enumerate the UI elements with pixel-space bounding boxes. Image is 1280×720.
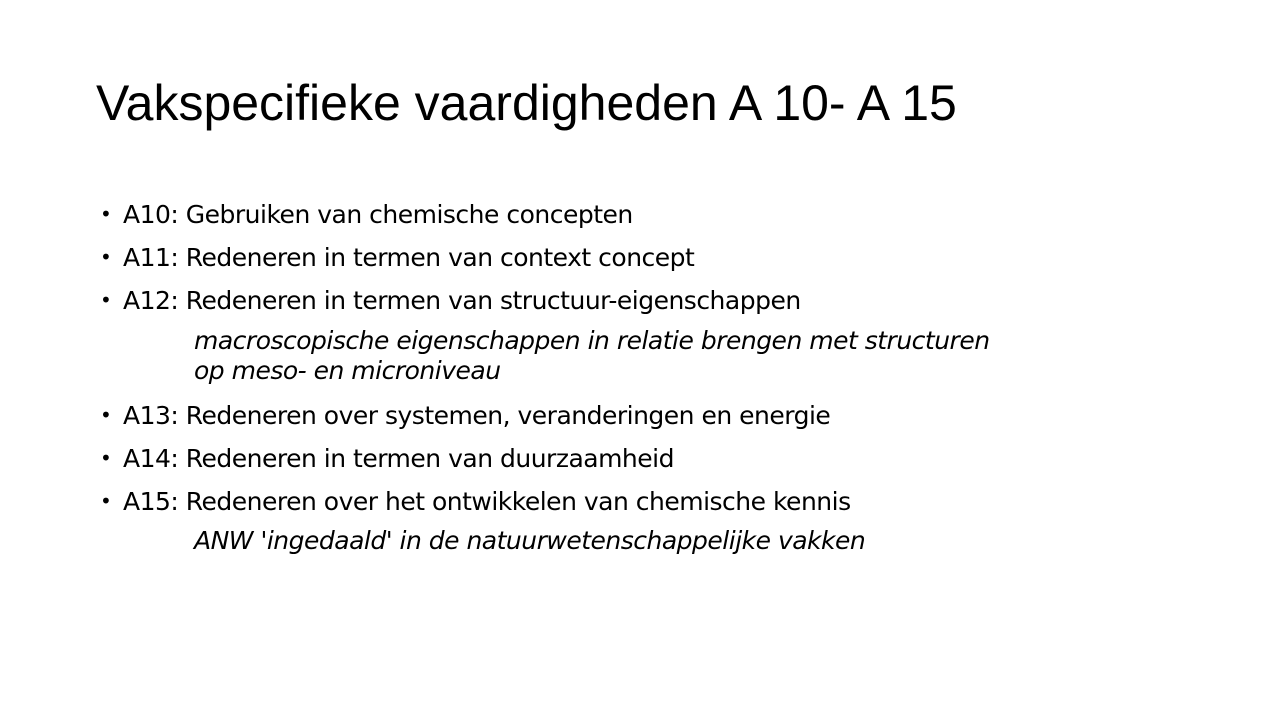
bullet-list (100, 193, 1250, 556)
bullet-item-a12 (100, 279, 1250, 322)
a12-note (100, 326, 1250, 386)
bullet-text: A15: Redeneren over het ontwikkelen van chemische kennis (123, 487, 851, 516)
bullet-dot-icon: • (100, 446, 112, 470)
bullet-item-a15 (100, 480, 1250, 523)
bullet-item-a10 (100, 193, 1250, 236)
bullet-text: A11: Redeneren in termen van context concept (123, 243, 695, 272)
bullet-text: A12: Redeneren in termen van structuur-eigenschappen (123, 286, 801, 315)
a12-note-line-1: macroscopische eigenschappen in relatie brengen met structuren (194, 326, 990, 355)
bullet-item-a14 (100, 437, 1250, 480)
bullet-dot-icon: • (100, 489, 112, 513)
bullet-item-a13 (100, 394, 1250, 437)
bullet-dot-icon: • (100, 403, 112, 427)
bullet-item-a11 (100, 236, 1250, 279)
bullet-dot-icon: • (100, 288, 112, 312)
bullet-text: A10: Gebruiken van chemische concepten (123, 200, 633, 229)
a15-note: ANW 'ingedaald' in de natuurwetenschappelijke vakken (194, 526, 866, 555)
slide-title: Vakspecifieke vaardigheden A 10- A 15 (96, 75, 957, 131)
bullet-text: A14: Redeneren in termen van duurzaamheid (123, 444, 674, 473)
bullet-text: A13: Redeneren over systemen, veranderingen en energie (123, 401, 831, 430)
bullet-dot-icon: • (100, 245, 112, 269)
a12-note-line-2: op meso- en microniveau (194, 356, 501, 385)
bullet-dot-icon: • (100, 202, 112, 226)
